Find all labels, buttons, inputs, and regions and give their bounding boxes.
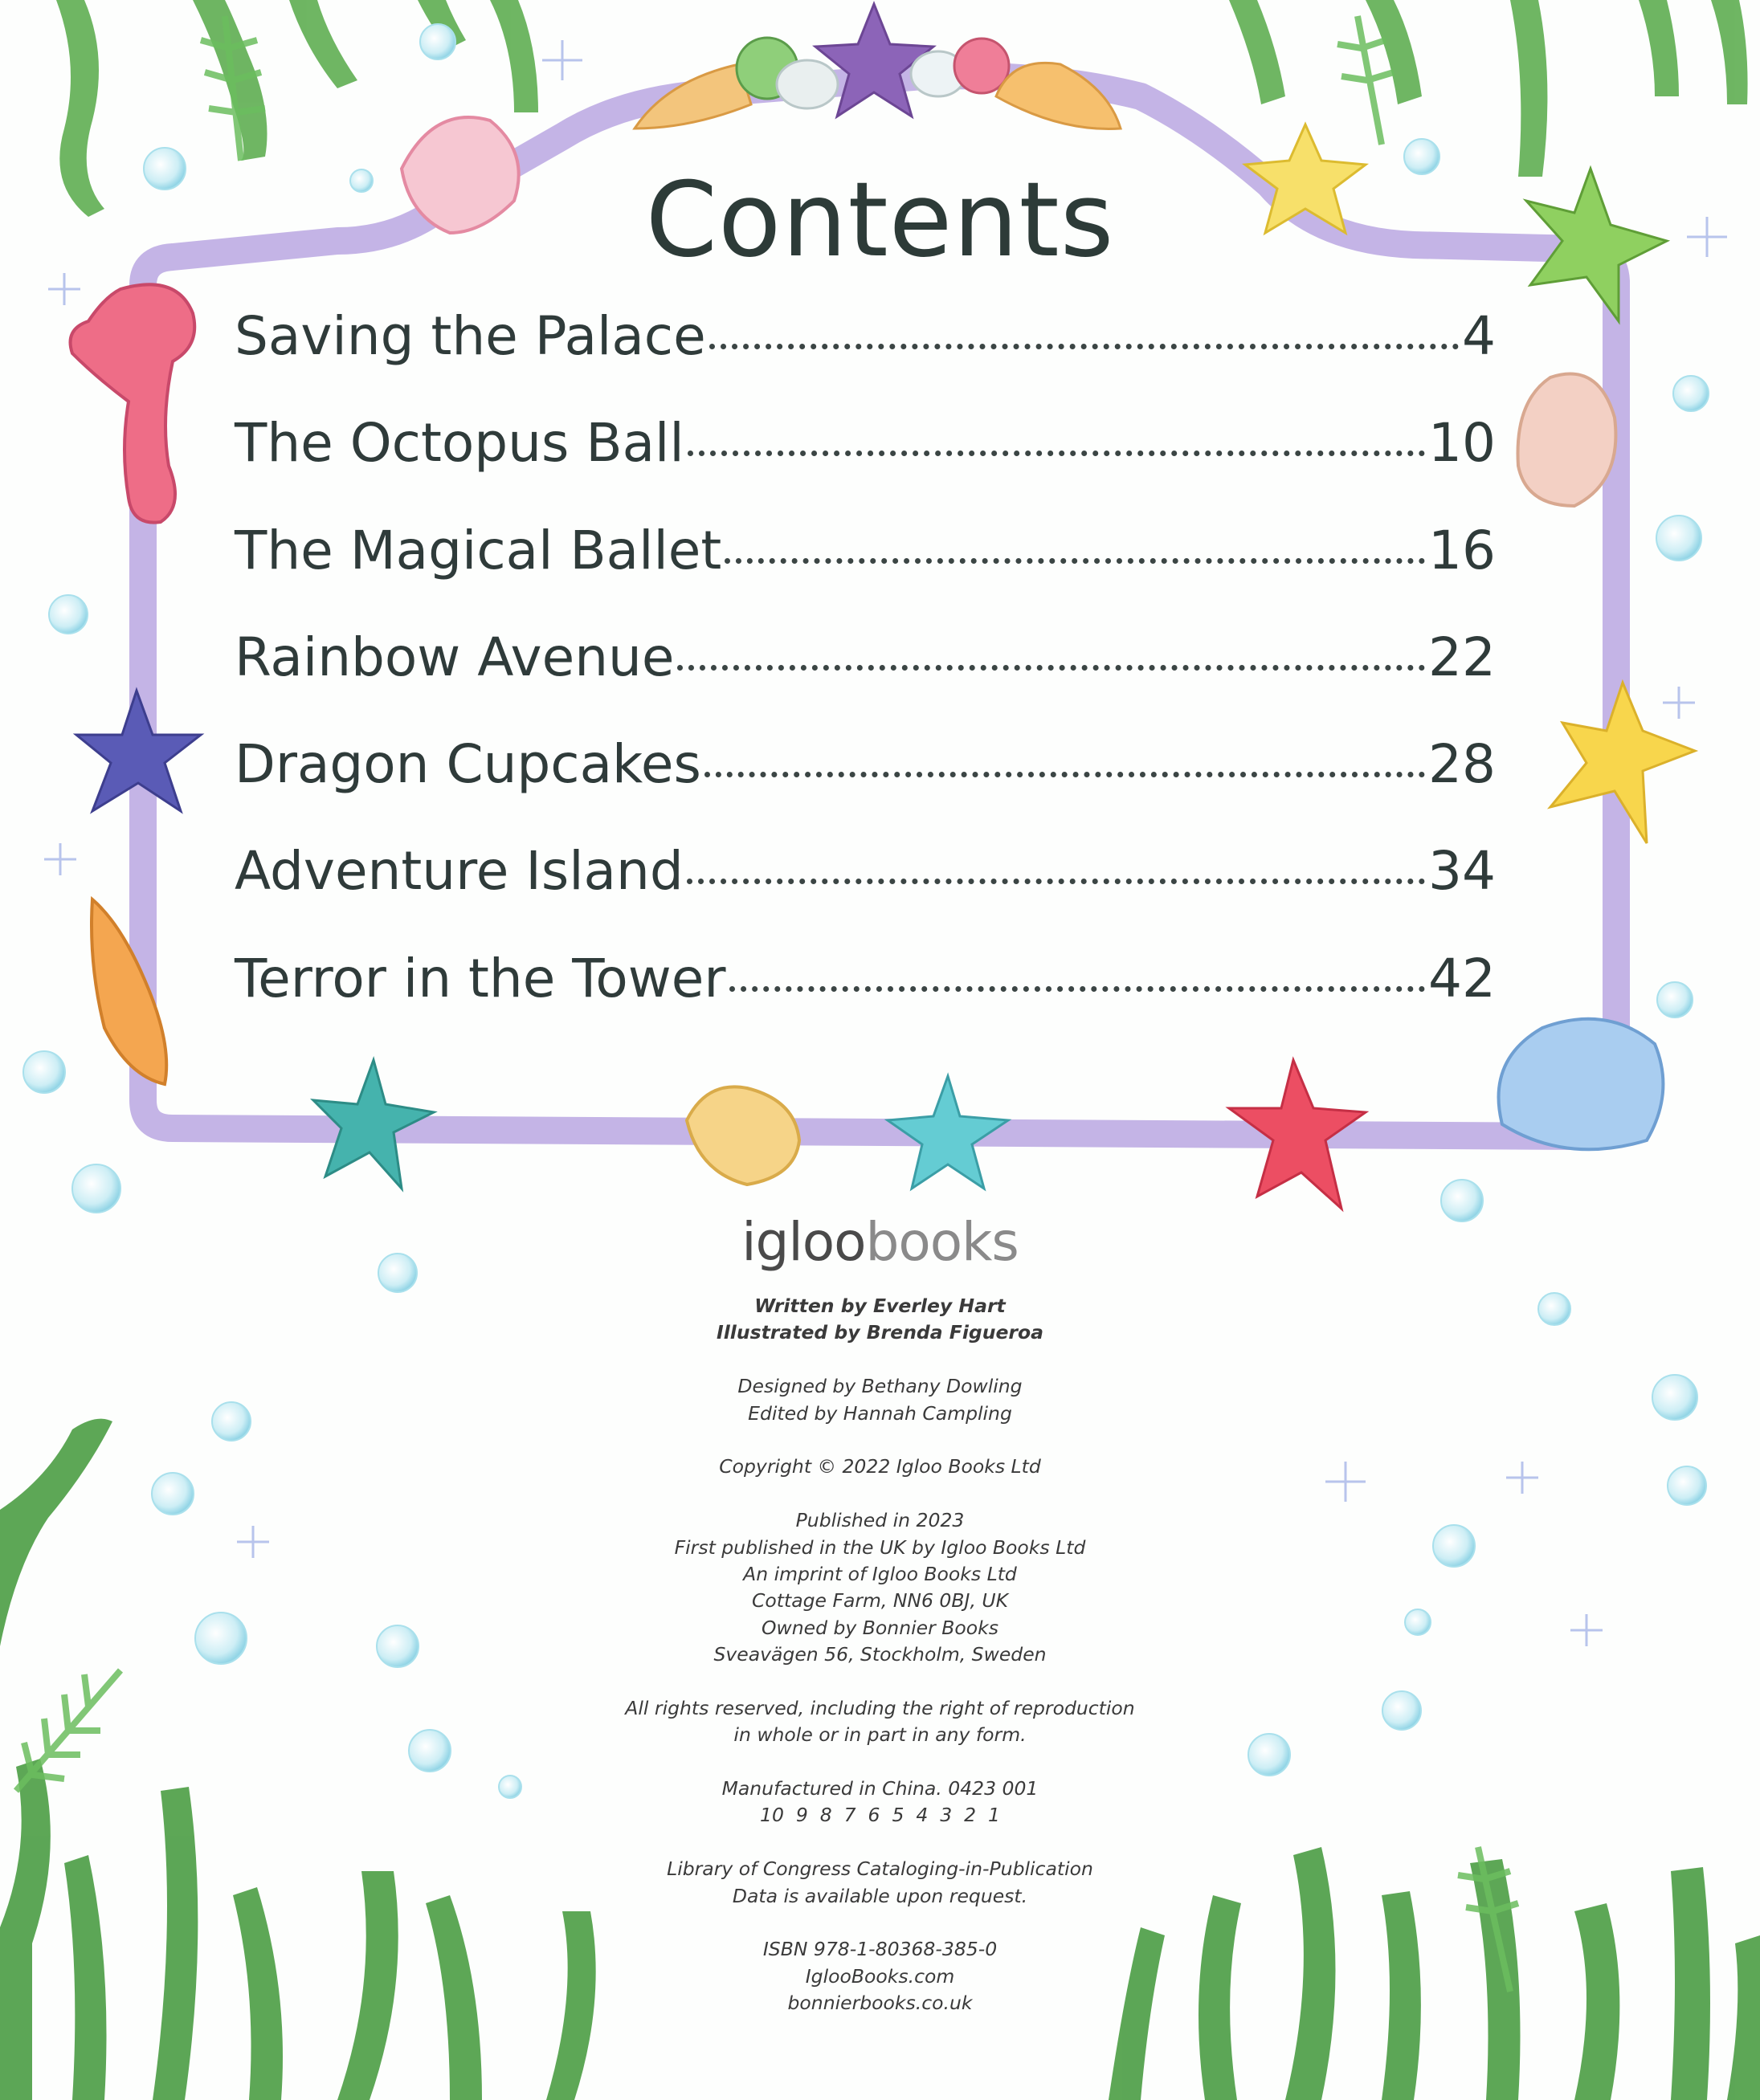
edited-by: Edited by Hannah Campling (748, 1401, 1012, 1425)
illustrated-by: Illustrated by Brenda Figueroa (717, 1321, 1043, 1344)
toc-entry-page: 4 (1462, 305, 1496, 367)
toc-leader-dots (729, 986, 1426, 992)
toc-entry[interactable] (235, 626, 1496, 733)
cip-line-2: Data is available upon request. (732, 1884, 1028, 1907)
toc-leader-dots (709, 344, 1459, 349)
toc-entry[interactable] (235, 948, 1496, 1054)
published-line: Published in 2023 (795, 1509, 965, 1532)
white-shell-icon (777, 60, 838, 108)
toc-entry-page: 42 (1428, 947, 1496, 1009)
logo-part-books: books (865, 1211, 1019, 1273)
imprint-credits (0, 1293, 1760, 2017)
website-bonnier[interactable]: bonnierbooks.co.uk (787, 1992, 973, 2015)
toc-leader-dots (725, 558, 1425, 564)
toc-entry[interactable] (235, 412, 1496, 519)
toc-entry-page: 28 (1428, 733, 1496, 796)
toc-entry-title: Adventure Island (235, 840, 684, 903)
toc-entry-page: 10 (1428, 412, 1496, 475)
owner-address: Sveavägen 56, Stockholm, Sweden (713, 1643, 1047, 1666)
owned-by-line: Owned by Bonnier Books (762, 1616, 998, 1639)
cip-line-1: Library of Congress Cataloging-in-Publication (667, 1857, 1093, 1881)
toc-entry[interactable] (235, 840, 1496, 947)
table-of-contents (235, 305, 1496, 1054)
toc-entry-page: 16 (1428, 519, 1496, 581)
first-published-line: First published in the UK by Igloo Books Ltd (674, 1535, 1086, 1559)
publisher-address: Cottage Farm, NN6 0BJ, UK (751, 1589, 1008, 1613)
toc-entry[interactable] (235, 733, 1496, 840)
spiral-shell-icon (1518, 374, 1616, 506)
toc-entry-page: 34 (1428, 840, 1496, 903)
toc-entry-title: Saving the Palace (235, 305, 706, 367)
designed-by: Designed by Bethany Dowling (737, 1375, 1023, 1398)
publisher-logo (0, 1211, 1760, 1273)
toc-entry-page: 22 (1428, 626, 1496, 688)
seahorse-icon (71, 284, 195, 522)
toc-leader-dots (688, 451, 1425, 456)
isbn-line: ISBN 978-1-80368-385-0 (762, 1938, 998, 1961)
yellow-shell-icon (687, 1087, 799, 1185)
blue-scallop-shell-icon (1499, 1019, 1664, 1150)
toc-entry-title: Rainbow Avenue (235, 626, 675, 688)
contents-heading: Contents (645, 161, 1115, 280)
toc-entry-title: Terror in the Tower (235, 947, 726, 1009)
written-by: Written by Everley Hart (754, 1295, 1006, 1317)
website-igloo[interactable]: IglooBooks.com (805, 1964, 955, 1988)
rights-line-1: All rights reserved, including the right of reproduction (625, 1696, 1135, 1719)
manufactured-line: Manufactured in China. 0423 001 (721, 1777, 1039, 1800)
logo-part-igloo: igloo (741, 1211, 866, 1273)
cone-shell-icon-2 (996, 63, 1121, 128)
rights-line-2: in whole or in part in any form. (733, 1723, 1027, 1747)
toc-entry[interactable] (235, 305, 1496, 412)
toc-leader-dots (704, 772, 1425, 777)
toc-leader-dots (687, 879, 1425, 884)
shell-garland-top (635, 4, 1121, 129)
imprint-line: An imprint of Igloo Books Ltd (743, 1562, 1017, 1585)
toc-leader-dots (677, 665, 1425, 671)
print-number-line: 10 9 8 7 6 5 4 3 2 1 (760, 1804, 1000, 1827)
toc-entry-title: Dragon Cupcakes (235, 733, 701, 796)
toc-entry-title: The Octopus Ball (235, 412, 684, 475)
toc-entry-title: The Magical Ballet (235, 519, 722, 581)
cyan-starfish-icon (888, 1076, 1008, 1189)
toc-entry[interactable] (235, 520, 1496, 626)
copyright-line: Copyright © 2022 Igloo Books Ltd (719, 1455, 1041, 1478)
